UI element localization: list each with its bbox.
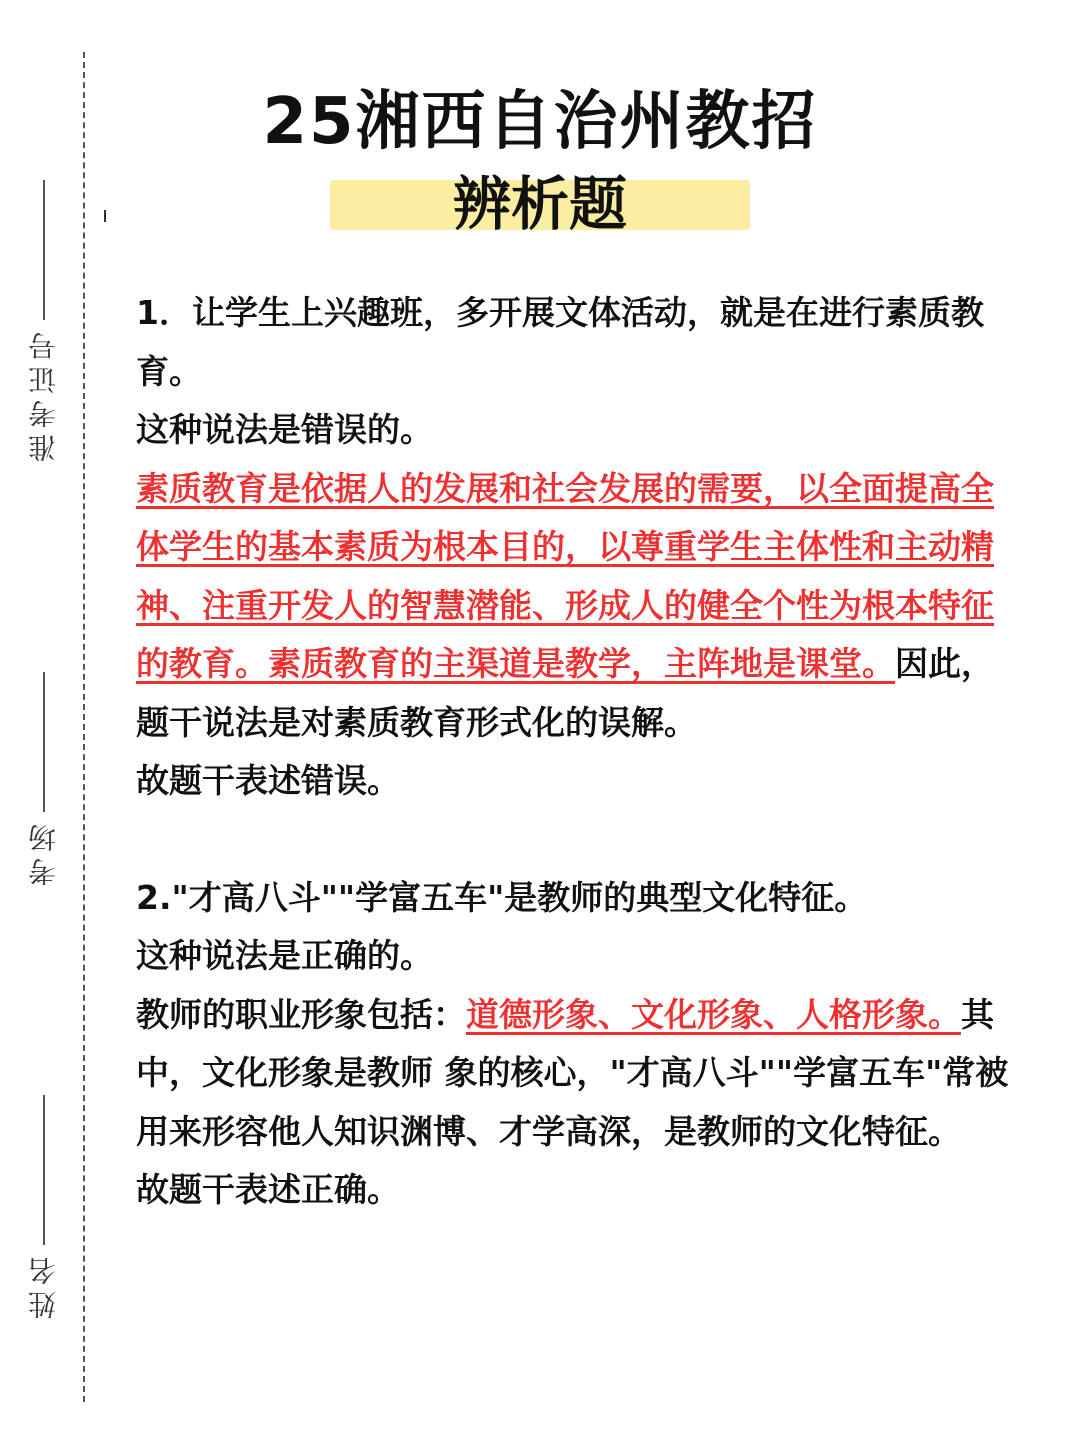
exam-room-label: 考场 xyxy=(27,818,60,886)
q1-explanation-highlight: 素质教育是依据人的发展和社会发展的需要，以全面提高全体学生的基本素质为根本目的，以尊重学生主体性和主动精神、注重开发人的智慧潜能、形成人的健全个性为根本特征的教育。素质教育的主渠道是教学，主阵地是课堂。 xyxy=(136,468,994,683)
subtitle-block xyxy=(330,172,750,236)
exam-id-rule xyxy=(43,180,45,320)
question-gap xyxy=(136,811,1018,869)
q1-statement: 1．让学生上兴趣班，多开展文体活动，就是在进行素质教育。 xyxy=(136,293,984,391)
name-field xyxy=(22,1095,66,1319)
questions-content xyxy=(136,284,1018,1220)
q1-explanation xyxy=(136,460,1018,753)
q2-statement: 2."才高八斗""学富五车"是教师的典型文化特征。 xyxy=(136,877,868,917)
q2-explanation-prefix: 教师的职业形象包括： xyxy=(136,994,466,1034)
binding-dashed-line xyxy=(83,52,85,1402)
q1-verdict: 这种说法是错误的。 xyxy=(136,410,433,449)
q1-conclusion: 故题干表述错误。 xyxy=(136,761,400,800)
q2-conclusion: 故题干表述正确。 xyxy=(136,1170,400,1209)
q2-verdict: 这种说法是正确的。 xyxy=(136,936,433,975)
page-title: 25湘西自治州教招 xyxy=(262,85,818,159)
page-subtitle: 辨析题 xyxy=(452,170,627,238)
exam-room-rule xyxy=(43,672,45,812)
q1-explanation-rest: 因此，题干说法是对素质教育形式化的误解。 xyxy=(136,644,994,742)
q2-explanation xyxy=(136,986,1018,1162)
name-rule xyxy=(43,1095,45,1245)
name-label: 姓名 xyxy=(27,1251,60,1319)
exam-room-field xyxy=(22,672,66,886)
exam-id-field xyxy=(22,180,66,462)
exam-id-label: 准考证号 xyxy=(27,326,60,462)
margin-tick xyxy=(104,210,106,222)
q2-explanation-rest: 其中，文化形象是教师 象的核心，"才高八斗""学富五车"常被用来形容他人知识渊博、才学高深，是教师的文化特征。 xyxy=(136,994,1009,1151)
q2-explanation-highlight: 道德形象、文化形象、人格形象。 xyxy=(466,994,961,1034)
